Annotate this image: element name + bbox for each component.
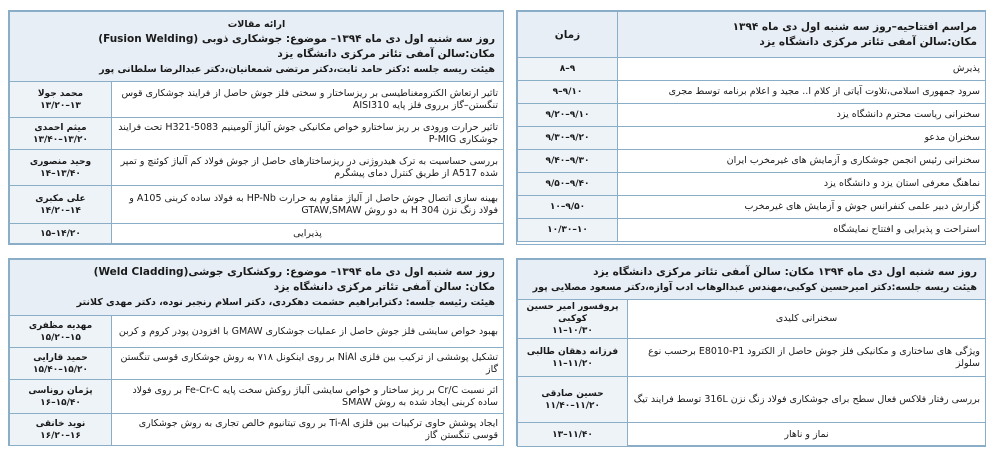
keynote-speaker-cell	[518, 377, 628, 423]
cladding-table	[9, 259, 504, 446]
paper-title: بهبود خواص سایشی فلز جوش حاصل از عملیات جوشکاری GMAW با افزودن پودر کروم و کربن	[112, 316, 504, 348]
opening-time-header: زمان	[518, 12, 618, 58]
paper-title: تاثیر ارتعاش الکترومغناطیسی بر ریزساختار و سختی فلز جوش حاصل از فرایند جوشکاری قوس تنگستن–گاز برروی فلز پایه AISI310	[112, 82, 504, 118]
opening-ceremony-table	[517, 11, 986, 242]
speaker-name: مهدیه مظفری	[28, 320, 93, 331]
cladding-place: مکان: سالن آمفی تئاتر مرکزی دانشگاه یزد	[273, 281, 496, 293]
paper-speaker-cell	[10, 150, 112, 186]
keynote-talk: سخنرانی کلیدی	[628, 300, 986, 339]
table-row	[10, 224, 504, 244]
table-row	[10, 316, 504, 348]
paper-speaker-cell	[10, 186, 112, 224]
table-row	[518, 58, 986, 81]
speaker-name: محمد جولا	[37, 88, 84, 99]
table-row	[10, 150, 504, 186]
speaker-name: فرزانه دهقان طالبی	[526, 346, 619, 357]
table-row	[518, 81, 986, 104]
opening-rows	[518, 58, 986, 242]
fusion-table	[9, 11, 504, 244]
paper-title: ایجاد پوشش حاوی ترکیبات بین فلزی Ti-Al بر روی تیتانیوم خالص تجاری به روش جوشکاری قوسی تنگستن گاز	[112, 414, 504, 446]
paper-title: تاثیر حرارت ورودی بر ریز ساختارو خواص مکانیکی جوش آلیاژ آلومینیم 5083-H321 تحت فرایند جوشکاری P-MIG	[112, 118, 504, 150]
opening-item: گزارش دبیر علمی کنفرانس جوش و آزمایش های غیرمخرب	[618, 196, 986, 219]
cladding-chairs: هیئت رئیسه جلسه: دکترابراهیم حشمت دهکردی، دکتر اسلام رنجبر نوده، دکتر مهدی کلانتر	[76, 297, 496, 308]
session-time: ۱۵/۲۰–۱۵/۴۰	[32, 364, 89, 375]
paper-title: بررسی حساسیت به ترک هیدروژنی در ریزساختارهای حاصل از جوش فولاد کم آلیاژ کوئنچ و تمپر شده A517 از طریق کنترل دمای پیشگرم	[112, 150, 504, 186]
keynote-chairs: هیئت ریسه جلسه:دکتر امیرحسین کوکبی،مهندس عبدالوهاب ادب آوازه،دکتر مسعود مصلایی پور	[532, 281, 978, 293]
speaker-name: پروفسور امیر حسین کوکبی	[526, 302, 619, 324]
paper-title: بهینه سازی اتصال جوش حاصل از آلیاژ مقاوم به حرارت HP-Nb به فولاد ساده کربنی A105 و فولاد زنگ نزن 304 H به دو روش GTAW,SMAW	[112, 186, 504, 224]
table-row	[518, 219, 986, 242]
table-row	[518, 377, 986, 423]
session-time: ۱۰/۳۰–۱۱	[552, 326, 593, 336]
opening-item: سخنرانی رئیس انجمن جوشکاری و آزمایش های غیرمخرب ایران	[618, 150, 986, 173]
session-time: ۱۳–۱۳/۲۰	[40, 100, 81, 111]
table-row	[518, 196, 986, 219]
opening-time: ۹–۸	[518, 58, 618, 81]
opening-time: ۹/۱۰–۹/۲۰	[518, 104, 618, 127]
fusion-welding-panel	[8, 10, 504, 245]
speaker-name: وحید منصوری	[29, 156, 92, 167]
table-row	[10, 414, 504, 446]
keynote-date-place: روز سه شنبه اول دی ماه ۱۳۹۴ مکان: سالن آمفی تئاتر مرکزی دانشگاه یزد	[593, 265, 978, 278]
keynote-speaker-cell	[518, 300, 628, 339]
session-time: ۱۳/۲۰–۱۳/۴۰	[32, 134, 89, 145]
opening-time: ۹/۱۰–۹	[518, 81, 618, 104]
opening-item: استراحت و پذیرایی و افتتاح نمایشگاه	[618, 219, 986, 242]
fusion-chairs: هیئت ریسه جلسه :دکتر حامد ثابت،دکتر مرتضی شمعانیان،دکتر عبدالرضا سلطانی پور	[99, 63, 495, 75]
paper-speaker-cell	[10, 348, 112, 380]
fusion-heading: ارائه مقالات	[227, 18, 286, 30]
opening-time: ۱۰–۱۰/۳۰	[518, 219, 618, 242]
keynote-header	[518, 260, 986, 300]
table-row	[10, 380, 504, 414]
keynote-talk: بررسی رفتار فلاکس فعال سطح برای جوشکاری فولاد زنگ نزن 316L توسط فرایند تیگ	[628, 377, 986, 423]
session-time: ۱۵–۱۵/۲۰	[40, 332, 81, 343]
session-time: ۱۱/۲۰–۱۱	[552, 358, 593, 369]
session-time: ۱۴–۱۴/۲۰	[40, 205, 81, 216]
opening-time: ۹/۴۰–۹/۵۰	[518, 173, 618, 196]
table-row	[518, 104, 986, 127]
session-time: ۱۱/۴۰–۱۳	[518, 423, 628, 447]
table-row	[518, 423, 986, 447]
speaker-name: نوید خانقی	[35, 418, 86, 429]
opening-item: سخنران مدعو	[618, 127, 986, 150]
paper-speaker-cell	[10, 316, 112, 348]
speaker-name: پژمان روناسی	[28, 385, 93, 396]
opening-time: ۹/۳۰–۹/۴۰	[518, 150, 618, 173]
paper-speaker-cell	[10, 380, 112, 414]
speaker-name: حمید قارایی	[33, 352, 88, 363]
keynote-session-panel	[516, 258, 986, 446]
paper-speaker-cell	[10, 82, 112, 118]
session-time: ۱۶–۱۶/۲۰	[40, 430, 81, 441]
opening-place: مکان:سالن آمفی تئاتر مرکزی دانشگاه یزد	[759, 35, 977, 48]
opening-time: ۹/۵۰–۱۰	[518, 196, 618, 219]
speaker-name: علی مکبری	[35, 193, 86, 204]
table-row	[518, 339, 986, 377]
keynote-talk: نماز و ناهار	[628, 423, 986, 447]
paper-speaker-cell	[10, 414, 112, 446]
table-row	[518, 150, 986, 173]
weld-cladding-panel	[8, 258, 504, 446]
keynote-speaker-cell	[518, 339, 628, 377]
table-row	[518, 300, 986, 339]
opening-header	[618, 12, 986, 58]
fusion-header	[10, 12, 504, 82]
opening-item: سرود جمهوری اسلامی،تلاوت آیاتی از کلام ا.. مجید و اعلام برنامه توسط مجری	[618, 81, 986, 104]
opening-item: سخنرانی ریاست محترم دانشگاه یزد	[618, 104, 986, 127]
fusion-date-topic: روز سه شنبه اول دی ماه ۱۳۹۴– موضوع: جوشکاری ذوبی (Fusion Welding)	[98, 32, 495, 45]
break-label: پذیرایی	[112, 224, 504, 244]
opening-item: پذیرش	[618, 58, 986, 81]
speaker-name: میثم احمدی	[34, 122, 87, 133]
session-time: ۱۳/۴۰–۱۴	[40, 168, 81, 179]
opening-title: مراسم افتتاحیه–روز سه شنبه اول دی ماه ۱۳۹۴	[732, 20, 977, 33]
opening-ceremony-panel	[516, 10, 986, 245]
table-row	[518, 173, 986, 196]
session-time: ۱۵/۴۰–۱۶	[40, 397, 81, 408]
session-time: ۱۴/۲۰–۱۵	[10, 224, 112, 244]
paper-speaker-cell	[10, 118, 112, 150]
opening-time: ۹/۲۰–۹/۳۰	[518, 127, 618, 150]
cladding-date-topic: روز سه شنبه اول دی ماه ۱۳۹۴– موضوع: روکشکاری جوشی(Weld Cladding)	[93, 266, 496, 278]
table-row	[10, 186, 504, 224]
keynote-table	[517, 259, 986, 447]
fusion-place: مکان:سالن آمفی تئاتر مرکزی دانشگاه یزد	[277, 47, 495, 60]
table-row	[10, 82, 504, 118]
cladding-header	[10, 260, 504, 316]
session-time: ۱۱/۲۰–۱۱/۴۰	[544, 400, 601, 411]
table-row	[518, 127, 986, 150]
opening-item: نماهنگ معرفی استان یزد و دانشگاه یزد	[618, 173, 986, 196]
paper-title: اثر نسبت Cr/C بر ریز ساختار و خواص سایشی آلیاژ روکش سخت پایه Fe-Cr-C بر روی فولاد ساده کربنی ایجاد شده به روش SMAW	[112, 380, 504, 414]
keynote-talk: ویژگی های ساختاری و مکانیکی فلز جوش حاصل از الکترود E8010-P1 برحسب نوع سلولز	[628, 339, 986, 377]
paper-title: تشکیل پوششی از ترکیب بین فلزی NiAl بر روی اینکونل ۷۱۸ به روش جوشکاری قوسی تنگستن گاز	[112, 348, 504, 380]
table-row	[10, 118, 504, 150]
speaker-name: حسین صادقی	[541, 388, 604, 399]
table-row	[10, 348, 504, 380]
